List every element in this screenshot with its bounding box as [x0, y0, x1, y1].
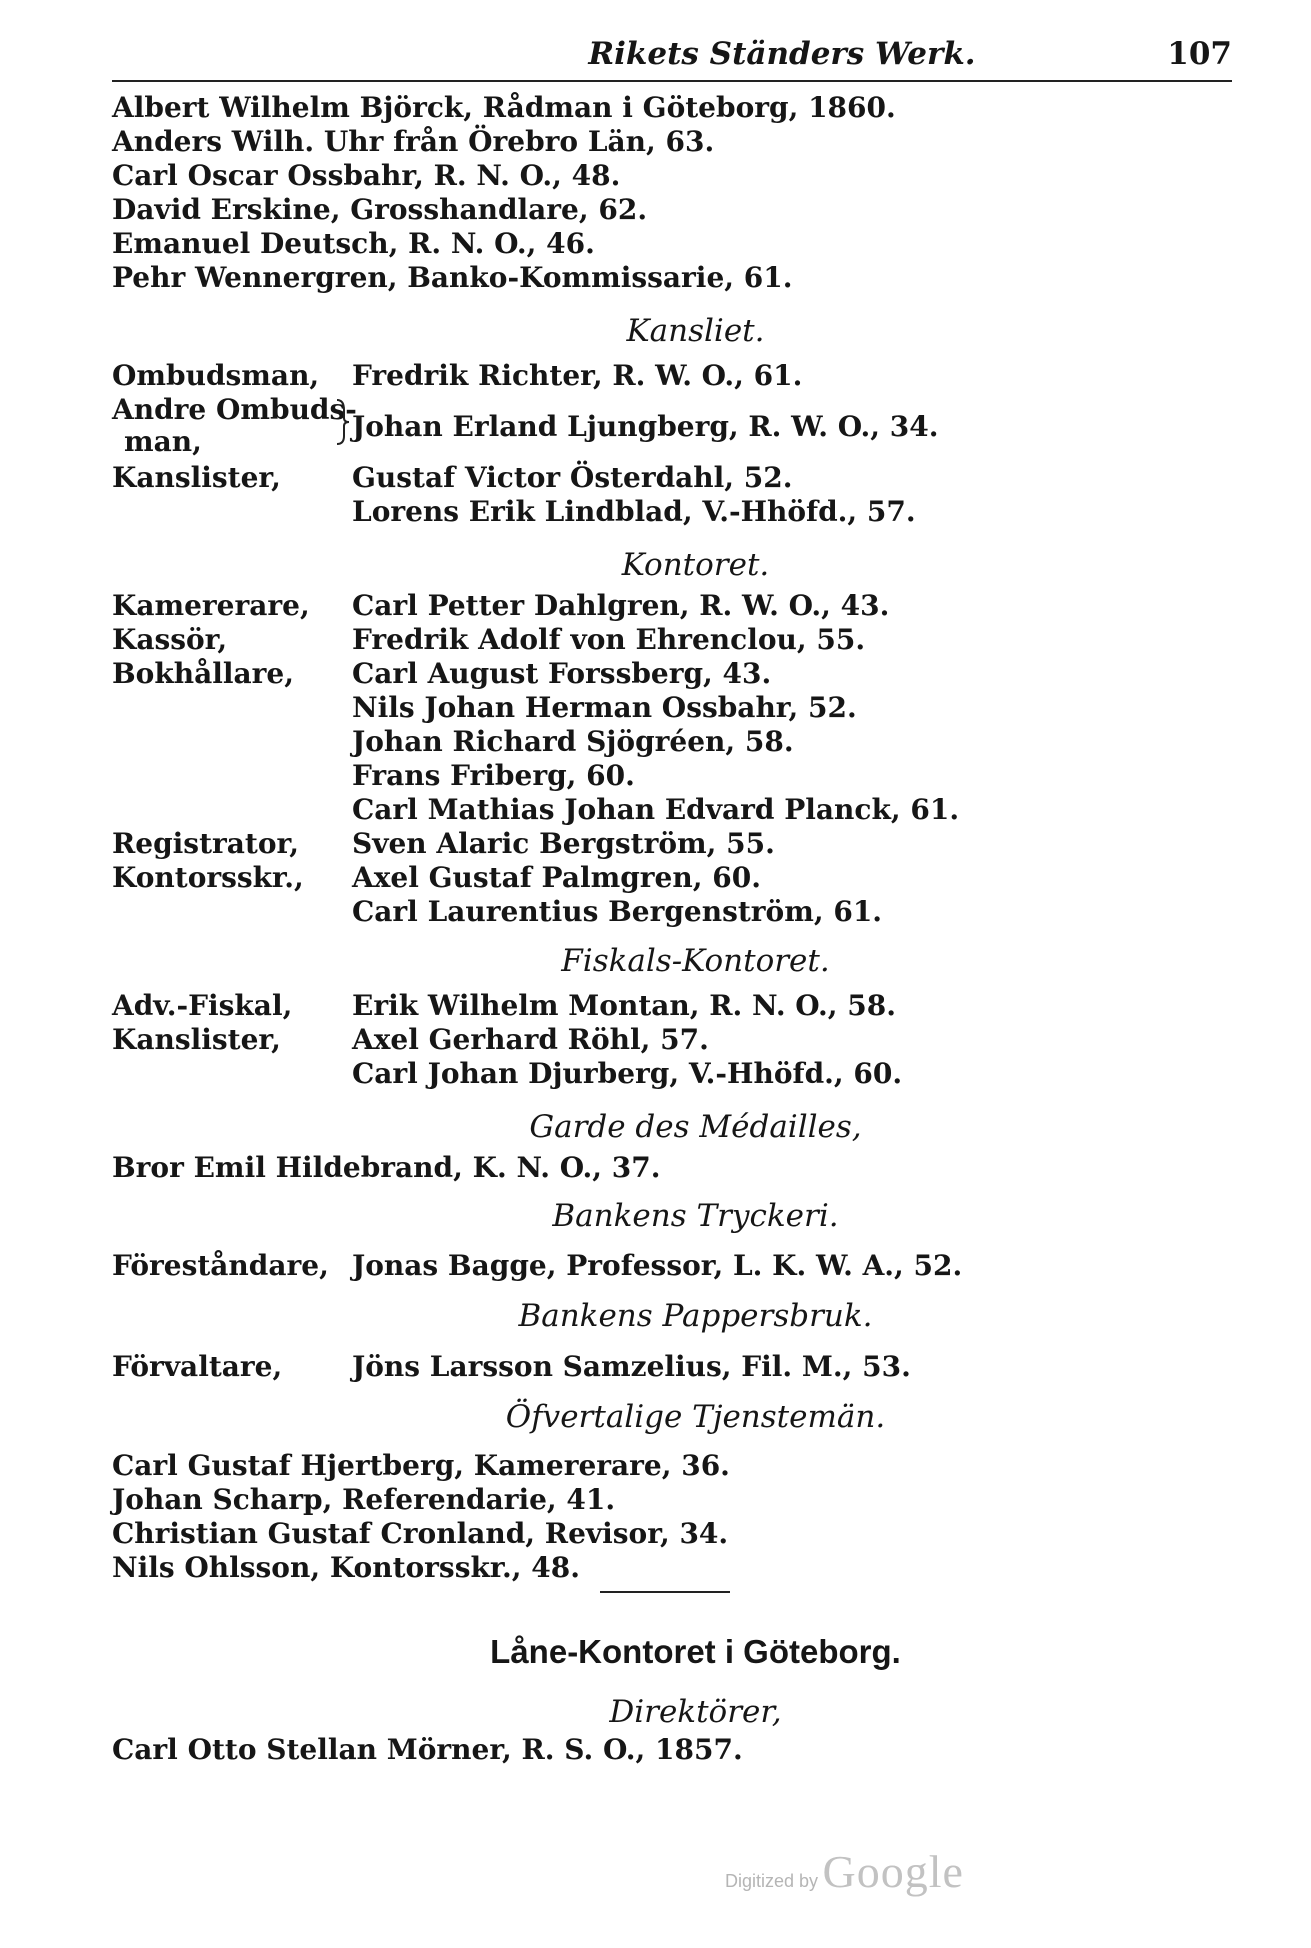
- section-divider: [600, 1591, 730, 1593]
- label-kanslister: Kanslister,: [112, 461, 281, 494]
- section-heading-kontoret: Kontoret.: [621, 547, 770, 583]
- label-kanslister: Kanslister,: [112, 1023, 281, 1056]
- label-andre-ombudsman-2: man,: [124, 425, 202, 458]
- label-kontorsskr: Kontorsskr.,: [112, 861, 304, 894]
- value-kassor: Fredrik Adolf von Ehrenclou, 55.: [352, 623, 866, 656]
- lane-kontoret-line: Carl Otto Stellan Mörner, R. S. O., 1857.: [112, 1733, 743, 1766]
- value-kanslister: Gustaf Victor Österdahl, 52.: [352, 461, 793, 494]
- label-forvaltare: Förvaltare,: [112, 1350, 283, 1383]
- brace-icon: [334, 398, 350, 446]
- value-bokhallare: Johan Richard Sjögréen, 58.: [352, 725, 794, 758]
- section-heading-fiskals: Fiskals-Kontoret.: [561, 943, 830, 979]
- intro-line: Pehr Wennergren, Banko-Kommissarie, 61.: [112, 261, 793, 294]
- label-kassor: Kassör,: [112, 623, 228, 656]
- ofvertalige-line: Nils Ohlsson, Kontorsskr., 48.: [112, 1551, 581, 1584]
- intro-line: Albert Wilhelm Björck, Rådman i Göteborg, 1860.: [112, 91, 896, 124]
- value-bokhallare: Carl Mathias Johan Edvard Planck, 61.: [352, 793, 960, 826]
- intro-line: Anders Wilh. Uhr från Örebro Län, 63.: [112, 125, 715, 158]
- value-ombudsman: Fredrik Richter, R. W. O., 61.: [352, 359, 803, 392]
- ofvertalige-line: Carl Gustaf Hjertberg, Kamererare, 36.: [112, 1449, 730, 1482]
- intro-line: Carl Oscar Ossbahr, R. N. O., 48.: [112, 159, 621, 192]
- label-registrator: Registrator,: [112, 827, 299, 860]
- label-kamererare: Kamererare,: [112, 589, 310, 622]
- value-bokhallare: Carl August Forssberg, 43.: [352, 657, 772, 690]
- section-heading-kansliet: Kansliet.: [626, 313, 765, 349]
- intro-line: David Erskine, Grosshandlare, 62.: [112, 193, 648, 226]
- value-kontorsskr: Carl Laurentius Bergenström, 61.: [352, 895, 883, 928]
- ofvertalige-line: Johan Scharp, Referendarie, 41.: [112, 1483, 616, 1516]
- value-kanslister: Carl Johan Djurberg, V.-Hhöfd., 60.: [352, 1057, 903, 1090]
- watermark-small-text: Digitized by: [725, 1871, 819, 1891]
- label-forestandare: Föreståndare,: [112, 1249, 329, 1282]
- subheading-direktorer: Direktörer,: [609, 1694, 782, 1730]
- label-adv-fiskal: Adv.-Fiskal,: [112, 989, 293, 1022]
- watermark-logo-text: Google: [822, 1846, 964, 1897]
- value-registrator: Sven Alaric Bergström, 55.: [352, 827, 775, 860]
- label-bokhallare: Bokhållare,: [112, 657, 294, 690]
- value-adv-fiskal: Erik Wilhelm Montan, R. N. O., 58.: [352, 989, 897, 1022]
- value-forvaltare: Jöns Larsson Samzelius, Fil. M., 53.: [352, 1350, 911, 1383]
- value-bokhallare: Frans Friberg, 60.: [352, 759, 635, 792]
- section-heading-garde: Garde des Médailles,: [529, 1109, 862, 1145]
- ofvertalige-line: Christian Gustaf Cronland, Revisor, 34.: [112, 1517, 729, 1550]
- page-number: 107: [1167, 36, 1232, 72]
- label-andre-ombudsman-1: Andre Ombuds-: [112, 393, 357, 426]
- intro-line: Emanuel Deutsch, R. N. O., 46.: [112, 227, 595, 260]
- value-kanslister: Axel Gerhard Röhl, 57.: [352, 1023, 709, 1056]
- running-header: [112, 30, 1232, 82]
- section-heading-ofvertalige: Öfvertalige Tjenstemän.: [505, 1399, 886, 1435]
- garde-line: Bror Emil Hildebrand, K. N. O., 37.: [112, 1151, 661, 1184]
- major-heading-lane-kontoret: Låne-Kontoret i Göteborg.: [490, 1633, 901, 1670]
- section-heading-pappersbruk: Bankens Pappersbruk.: [518, 1298, 873, 1334]
- value-forestandare: Jonas Bagge, Professor, L. K. W. A., 52.: [352, 1249, 963, 1282]
- value-kamererare: Carl Petter Dahlgren, R. W. O., 43.: [352, 589, 890, 622]
- section-heading-tryckeri: Bankens Tryckeri.: [552, 1198, 839, 1234]
- google-watermark: [725, 1845, 964, 1898]
- value-kontorsskr: Axel Gustaf Palmgren, 60.: [352, 861, 761, 894]
- label-ombudsman: Ombudsman,: [112, 359, 320, 392]
- value-bokhallare: Nils Johan Herman Ossbahr, 52.: [352, 691, 857, 724]
- running-title: Rikets Ständers Werk.: [588, 36, 976, 72]
- value-kanslister: Lorens Erik Lindblad, V.-Hhöfd., 57.: [352, 495, 916, 528]
- value-andre-ombudsman: Johan Erland Ljungberg, R. W. O., 34.: [352, 410, 939, 443]
